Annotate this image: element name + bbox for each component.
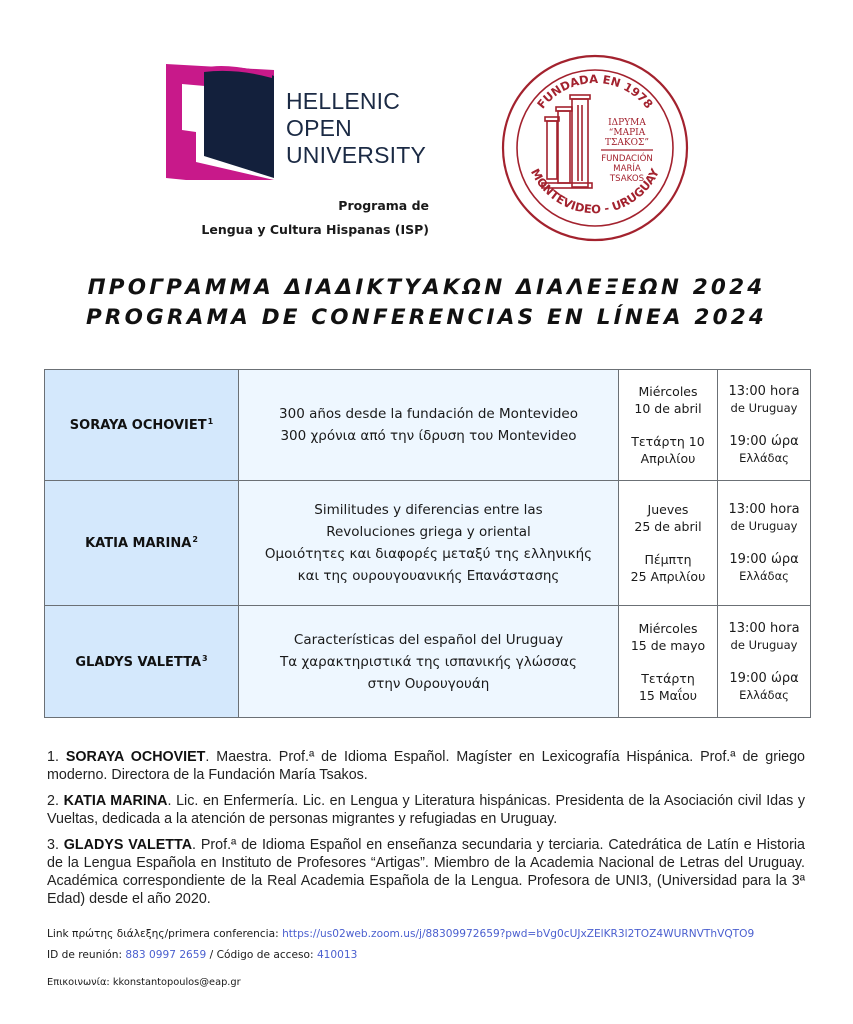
- speaker-name: GLADYS VALETTA: [75, 654, 202, 670]
- date-gr-line: Απριλίου: [640, 451, 696, 466]
- access-code-label: Código de acceso:: [216, 949, 317, 961]
- date-es-line: 10 de abril: [634, 401, 702, 416]
- separator: /: [206, 949, 217, 961]
- footnote-number: 1.: [47, 749, 59, 765]
- program-name-line: Lengua y Cultura Hispanas (ISP): [201, 222, 429, 237]
- topic-cell: [239, 370, 619, 481]
- time-uy-line: de Uruguay: [730, 519, 798, 533]
- topic-line: Características del español del Uruguay: [293, 631, 564, 648]
- program-name-line: Programa de: [338, 198, 429, 213]
- date-gr-line: Πέμπτη: [644, 552, 692, 567]
- topic-line: Τα χαρακτηριστικά της ισπανικής γλώσσας: [280, 653, 577, 670]
- footnote-ref: 1: [207, 417, 214, 426]
- title-spanish: PROGRAMA DE CONFERENCIAS EN LÍNEA 2024: [85, 305, 768, 330]
- topic-line: 300 años desde la fundación de Montevideo: [279, 406, 578, 422]
- columns-icon: [542, 95, 592, 188]
- university-name-line: HELLENIC: [286, 88, 401, 114]
- footnote-speaker: GLADYS VALETTA: [63, 837, 193, 853]
- seal-greek-line: “ΜΑΡΙΑ: [608, 128, 646, 138]
- speaker-name: KATIA MARINA: [85, 536, 192, 551]
- speaker-name: SORAYA OCHOVIET: [69, 418, 207, 433]
- contact-label: Επικοινωνία:: [47, 977, 113, 988]
- footnote-ref: 3: [202, 653, 208, 663]
- table-row: [45, 481, 811, 606]
- speaker-cell: [45, 481, 239, 606]
- meeting-id-value: 883 0997 2659: [125, 949, 207, 961]
- table-row: [45, 606, 811, 718]
- time-uy-line: de Uruguay: [730, 401, 798, 415]
- footnote-item: [47, 748, 805, 784]
- speaker-footnotes: [47, 748, 805, 916]
- time-cell: [718, 370, 811, 481]
- seal-spanish-line: TSAKOS: [609, 174, 645, 184]
- topic-cell: [239, 606, 619, 718]
- date-gr-line: Τετάρτη 10: [631, 434, 705, 449]
- page-title: [0, 273, 853, 333]
- date-cell: [619, 606, 718, 718]
- date-es-line: Miércoles: [638, 620, 698, 636]
- speaker-cell: [45, 606, 239, 718]
- footnote-number: 3.: [47, 837, 59, 853]
- seal-bottom-arc-text: MONTEVIDEO - URUGUAY: [528, 166, 662, 217]
- university-name: [286, 88, 426, 169]
- topic-line: 300 χρόνια από την ίδρυση του Montevideo: [280, 428, 577, 444]
- meeting-id-label: ID de reunión:: [47, 949, 126, 961]
- university-name-line: OPEN: [286, 115, 352, 141]
- date-es-line: Miércoles: [638, 384, 698, 399]
- meeting-link[interactable]: https://us02web.zoom.us/j/88309972659?pwd=bVg0cUJxZElKR3l2TOZ4WURNVThVQTO9: [282, 928, 755, 940]
- logo-navy-shape: [204, 67, 274, 178]
- date-es-line: Jueves: [647, 502, 689, 517]
- seal-top-arc-text: FUNDADA EN 1978: [534, 71, 656, 112]
- seal-greek-line: ΙΔΡΥΜΑ: [608, 118, 646, 128]
- date-gr-line: 15 Μαΐου: [638, 687, 697, 703]
- topic-line: Similitudes y diferencias entre las: [314, 502, 543, 518]
- time-uy-line: de Uruguay: [730, 637, 798, 652]
- lecture-schedule-table: [44, 369, 811, 718]
- program-name: [201, 194, 429, 242]
- time-uy-line: 13:00 hora: [728, 502, 800, 517]
- footnote-speaker: SORAYA OCHOVIET: [65, 749, 206, 765]
- footnote-item: [47, 836, 805, 908]
- meeting-link-label: Link πρώτης διάλεξης/primera conferencia:: [47, 928, 283, 940]
- topic-line: Revoluciones griega y oriental: [326, 524, 531, 540]
- footnote-text: . Prof.ª de Idioma Español en enseñanza secundaria y terciaria. Catedrática de Latín e Historia de la Lengua Española en Instituto de Profesores “Artigas”. Miembro de la Academia Nacional de Letras del Uruguay. Académica correspondiente de la Real Academia Española de la Lengua. Profesora de UNI3, (Universidad para la 3ª Edad) desde el año 2020.: [47, 837, 805, 907]
- meeting-id-row: [47, 945, 754, 966]
- date-cell: [619, 370, 718, 481]
- title-greek: ΠΡΟΓΡΑΜΜΑ ΔΙΑΔΙΚΤΥΑΚΩΝ ΔΙΑΛΕΞΕΩΝ 2024: [87, 275, 766, 300]
- footnote-text: . Maestra. Prof.ª de Idioma Español. Magíster en Lexicografía Hispánica. Prof.ª de griego moderno. Directora de la Fundación María Tsakos.: [47, 749, 805, 783]
- time-uy-line: 13:00 hora: [728, 384, 800, 399]
- time-cell: [718, 481, 811, 606]
- seal-spanish-line: MARÍA: [613, 164, 641, 174]
- contact-email-link[interactable]: kkonstantopoulos@eap.gr: [112, 977, 241, 988]
- topic-line: Ομοιότητες και διαφορές μεταξύ της ελληνικής: [264, 546, 593, 562]
- topic-line: και της ουρουγουανικής Επανάστασης: [297, 568, 560, 584]
- topic-line: στην Ουρουγουάη: [367, 675, 490, 692]
- time-gr-line: 19:00 ώρα: [729, 552, 799, 567]
- fundacion-maria-tsakos-seal: [500, 53, 690, 243]
- table-row: [45, 370, 811, 481]
- footnote-number: 2.: [47, 793, 59, 809]
- time-gr-line: 19:00 ώρα: [729, 670, 799, 686]
- time-gr-line: Ελλάδας: [739, 451, 789, 465]
- date-es-line: 25 de abril: [634, 519, 702, 534]
- time-cell: [718, 606, 811, 718]
- time-gr-line: Ελλάδας: [739, 687, 789, 702]
- meeting-link-row: [47, 924, 754, 945]
- svg-text:FUNDADA EN 1978: [534, 72, 656, 111]
- time-gr-line: 19:00 ώρα: [729, 434, 799, 449]
- speaker-cell: [45, 370, 239, 481]
- seal-spanish-line: FUNDACIÓN: [601, 154, 653, 164]
- topic-cell: [239, 481, 619, 606]
- footnote-ref: 2: [192, 535, 198, 544]
- meeting-info: [47, 924, 754, 966]
- footnote-speaker: KATIA MARINA: [63, 793, 168, 809]
- date-es-line: 15 de mayo: [630, 637, 706, 653]
- footnote-item: [47, 792, 805, 828]
- time-gr-line: Ελλάδας: [739, 569, 789, 583]
- seal-greek-line: ΤΣΑΚΟΣ”: [605, 138, 649, 148]
- contact-row: [47, 977, 241, 988]
- access-code-value: 410013: [316, 949, 358, 961]
- date-gr-line: Τετάρτη: [641, 670, 695, 686]
- university-name-line: UNIVERSITY: [286, 142, 427, 168]
- footnote-text: . Lic. en Enfermería. Lic. en Lengua y Literatura hispánicas. Presidenta de la Asociación civil Idas y Vueltas, dedicada a la atención de personas migrantes y refugiadas en Uruguay.: [47, 793, 805, 827]
- date-cell: [619, 481, 718, 606]
- date-gr-line: 25 Απριλίου: [630, 569, 706, 584]
- time-uy-line: 13:00 hora: [728, 620, 800, 636]
